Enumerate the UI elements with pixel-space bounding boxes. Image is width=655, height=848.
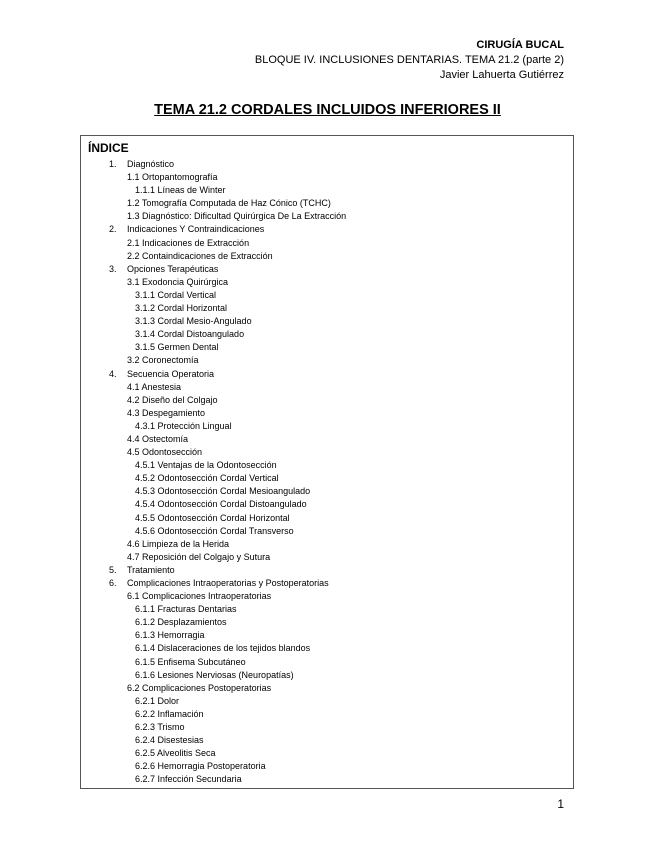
toc-entry-number: 4. bbox=[109, 368, 117, 379]
block-title: BLOQUE IV. INCLUSIONES DENTARIAS. TEMA 21.2 (parte 2) bbox=[254, 54, 564, 66]
toc-entry-label: 4.4 Ostectomía bbox=[127, 433, 189, 444]
toc-entry-label: Opciones Terapéuticas bbox=[127, 263, 219, 274]
toc-entry[interactable] bbox=[81, 669, 573, 682]
toc-entry-label: 1.2 Tomografía Computada de Haz Cónico (TCHC) bbox=[127, 198, 331, 209]
toc-entry-label: 6.1.2 Desplazamientos bbox=[135, 617, 227, 628]
toc-entry[interactable] bbox=[81, 459, 573, 472]
toc-entry[interactable] bbox=[81, 223, 573, 236]
toc-entry-label: 6.2.5 Alveolitis Seca bbox=[135, 748, 216, 759]
toc-entry-label: 1.1.1 Líneas de Winter bbox=[135, 185, 226, 196]
toc-entry-label: 3.1.4 Cordal Distoangulado bbox=[135, 329, 245, 340]
page-header bbox=[255, 38, 564, 83]
toc-entry-label: Diagnóstico bbox=[127, 159, 175, 169]
toc-entry-label: 6.2.3 Trismo bbox=[135, 722, 185, 733]
toc-entry-label: 4.5.6 Odontosección Cordal Transverso bbox=[135, 525, 294, 536]
index-box bbox=[80, 135, 574, 789]
toc-entry-label: 6.2.2 Inflamación bbox=[135, 708, 204, 719]
toc-entry-label: 3.1.3 Cordal Mesio-Angulado bbox=[135, 316, 252, 327]
toc-entry-label: 6.1.6 Lesiones Nerviosas (Neuropatías) bbox=[135, 669, 294, 680]
toc-entry[interactable] bbox=[81, 747, 573, 760]
toc-entry-label: 4.3.1 Protección Lingual bbox=[135, 420, 232, 431]
toc-entry[interactable] bbox=[81, 315, 573, 328]
toc-entry[interactable] bbox=[81, 420, 573, 433]
toc-entry[interactable] bbox=[81, 629, 573, 642]
toc-entry[interactable] bbox=[81, 525, 573, 538]
toc-entry[interactable] bbox=[81, 616, 573, 629]
toc-entry[interactable] bbox=[81, 328, 573, 341]
toc-entry[interactable] bbox=[81, 197, 573, 210]
table-of-contents bbox=[81, 158, 573, 787]
toc-entry-label: 3.1 Exodoncia Quirúrgica bbox=[127, 276, 229, 287]
toc-entry[interactable] bbox=[81, 237, 573, 250]
toc-entry-label: 2.2 Containdicaciones de Extracción bbox=[127, 250, 273, 261]
toc-entry[interactable] bbox=[81, 381, 573, 394]
toc-entry[interactable] bbox=[81, 368, 573, 381]
toc-entry-label: 4.2 Diseño del Colgajo bbox=[127, 394, 218, 405]
toc-entry-label: 4.6 Limpieza de la Herida bbox=[127, 538, 230, 549]
toc-entry-number: 1. bbox=[109, 159, 117, 169]
toc-entry-label: 1.1 Ortopantomografía bbox=[127, 172, 218, 183]
toc-entry[interactable] bbox=[81, 498, 573, 511]
toc-entry-label: Indicaciones Y Contraindicaciones bbox=[127, 224, 265, 235]
toc-entry-label: Tratamiento bbox=[127, 564, 175, 575]
toc-entry[interactable] bbox=[81, 564, 573, 577]
toc-entry-label: 6.1.1 Fracturas Dentarias bbox=[135, 604, 237, 615]
toc-entry[interactable] bbox=[81, 394, 573, 407]
toc-entry-label: 4.5.1 Ventajas de la Odontosección bbox=[135, 460, 277, 471]
toc-entry-label: 6.1 Complicaciones Intraoperatorias bbox=[127, 591, 272, 602]
toc-entry-label: 3.2 Coronectomía bbox=[127, 355, 199, 366]
toc-entry[interactable] bbox=[81, 184, 573, 197]
toc-entry[interactable] bbox=[81, 512, 573, 525]
toc-entry[interactable] bbox=[81, 446, 573, 459]
toc-entry[interactable] bbox=[81, 682, 573, 695]
toc-entry[interactable] bbox=[81, 171, 573, 184]
toc-entry[interactable] bbox=[81, 734, 573, 747]
toc-entry[interactable] bbox=[81, 695, 573, 708]
toc-entry[interactable] bbox=[81, 773, 573, 786]
toc-entry-label: 4.5.2 Odontosección Cordal Vertical bbox=[135, 473, 279, 484]
toc-entry-label: 4.7 Reposición del Colgajo y Sutura bbox=[127, 551, 271, 562]
toc-entry-label: 6.1.5 Enfisema Subcutáneo bbox=[135, 656, 246, 667]
toc-entry[interactable] bbox=[81, 276, 573, 289]
toc-entry[interactable] bbox=[81, 538, 573, 551]
toc-entry[interactable] bbox=[81, 485, 573, 498]
toc-entry[interactable] bbox=[81, 263, 573, 276]
toc-entry[interactable] bbox=[81, 656, 573, 669]
toc-entry[interactable] bbox=[81, 642, 573, 655]
toc-entry[interactable] bbox=[81, 433, 573, 446]
toc-entry-number: 3. bbox=[109, 263, 117, 274]
toc-entry-label: 4.1 Anestesia bbox=[127, 381, 182, 392]
toc-entry-label: 4.5 Odontosección bbox=[127, 447, 203, 458]
toc-entry[interactable] bbox=[81, 250, 573, 263]
toc-entry[interactable] bbox=[81, 158, 573, 171]
toc-entry-number: 6. bbox=[109, 578, 117, 588]
toc-entry[interactable] bbox=[81, 354, 573, 367]
toc-entry[interactable] bbox=[81, 341, 573, 354]
author-name: Javier Lahuerta Gutiérrez bbox=[439, 69, 564, 81]
toc-entry[interactable] bbox=[81, 302, 573, 315]
toc-entry-label: 4.3 Despegamiento bbox=[127, 407, 206, 418]
toc-entry-number: 2. bbox=[109, 224, 117, 235]
toc-entry-label: 6.1.4 Dislaceraciones de los tejidos blandos bbox=[135, 643, 311, 654]
toc-entry[interactable] bbox=[81, 289, 573, 302]
toc-entry-label: 4.5.4 Odontosección Cordal Distoangulado bbox=[135, 499, 307, 510]
toc-entry-label: Complicaciones Intraoperatorias y Postoperatorias bbox=[127, 578, 329, 588]
toc-entry[interactable] bbox=[81, 577, 573, 590]
document-title: TEMA 21.2 CORDALES INCLUIDOS INFERIORES II bbox=[154, 102, 501, 118]
toc-entry-label: 6.2.7 Infección Secundaria bbox=[135, 774, 242, 785]
toc-entry-label: 6.1.3 Hemorragia bbox=[135, 630, 205, 641]
toc-entry[interactable] bbox=[81, 603, 573, 616]
course-name: CIRUGÍA BUCAL bbox=[476, 39, 564, 51]
toc-entry[interactable] bbox=[81, 721, 573, 734]
toc-entry[interactable] bbox=[81, 551, 573, 564]
page-number: 1 bbox=[557, 797, 564, 811]
toc-entry[interactable] bbox=[81, 760, 573, 773]
toc-entry-label: 4.5.3 Odontosección Cordal Mesioangulado bbox=[135, 486, 311, 497]
toc-entry-label: 3.1.1 Cordal Vertical bbox=[135, 289, 217, 300]
toc-entry-label: 6.2 Complicaciones Postoperatorias bbox=[127, 682, 272, 693]
toc-entry-label: 3.1.5 Germen Dental bbox=[135, 342, 219, 353]
toc-entry-label: 6.2.6 Hemorragia Postoperatoria bbox=[135, 761, 266, 772]
toc-entry[interactable] bbox=[81, 708, 573, 721]
toc-entry-label: 1.3 Diagnóstico: Dificultad Quirúrgica De La Extracción bbox=[127, 211, 347, 222]
toc-entry[interactable] bbox=[81, 407, 573, 420]
toc-entry-label: 6.2.4 Disestesias bbox=[135, 735, 204, 746]
toc-entry[interactable] bbox=[81, 472, 573, 485]
toc-entry[interactable] bbox=[81, 210, 573, 223]
toc-entry-label: 3.1.2 Cordal Horizontal bbox=[135, 303, 228, 314]
toc-entry-number: 5. bbox=[109, 564, 117, 575]
toc-entry-label: 6.2.1 Dolor bbox=[135, 695, 180, 706]
toc-entry-label: 4.5.5 Odontosección Cordal Horizontal bbox=[135, 512, 290, 523]
toc-entry-label: Secuencia Operatoria bbox=[127, 368, 215, 379]
toc-entry[interactable] bbox=[81, 590, 573, 603]
toc-entry-label: 2.1 Indicaciones de Extracción bbox=[127, 237, 250, 248]
index-heading: ÍNDICE bbox=[88, 141, 129, 155]
